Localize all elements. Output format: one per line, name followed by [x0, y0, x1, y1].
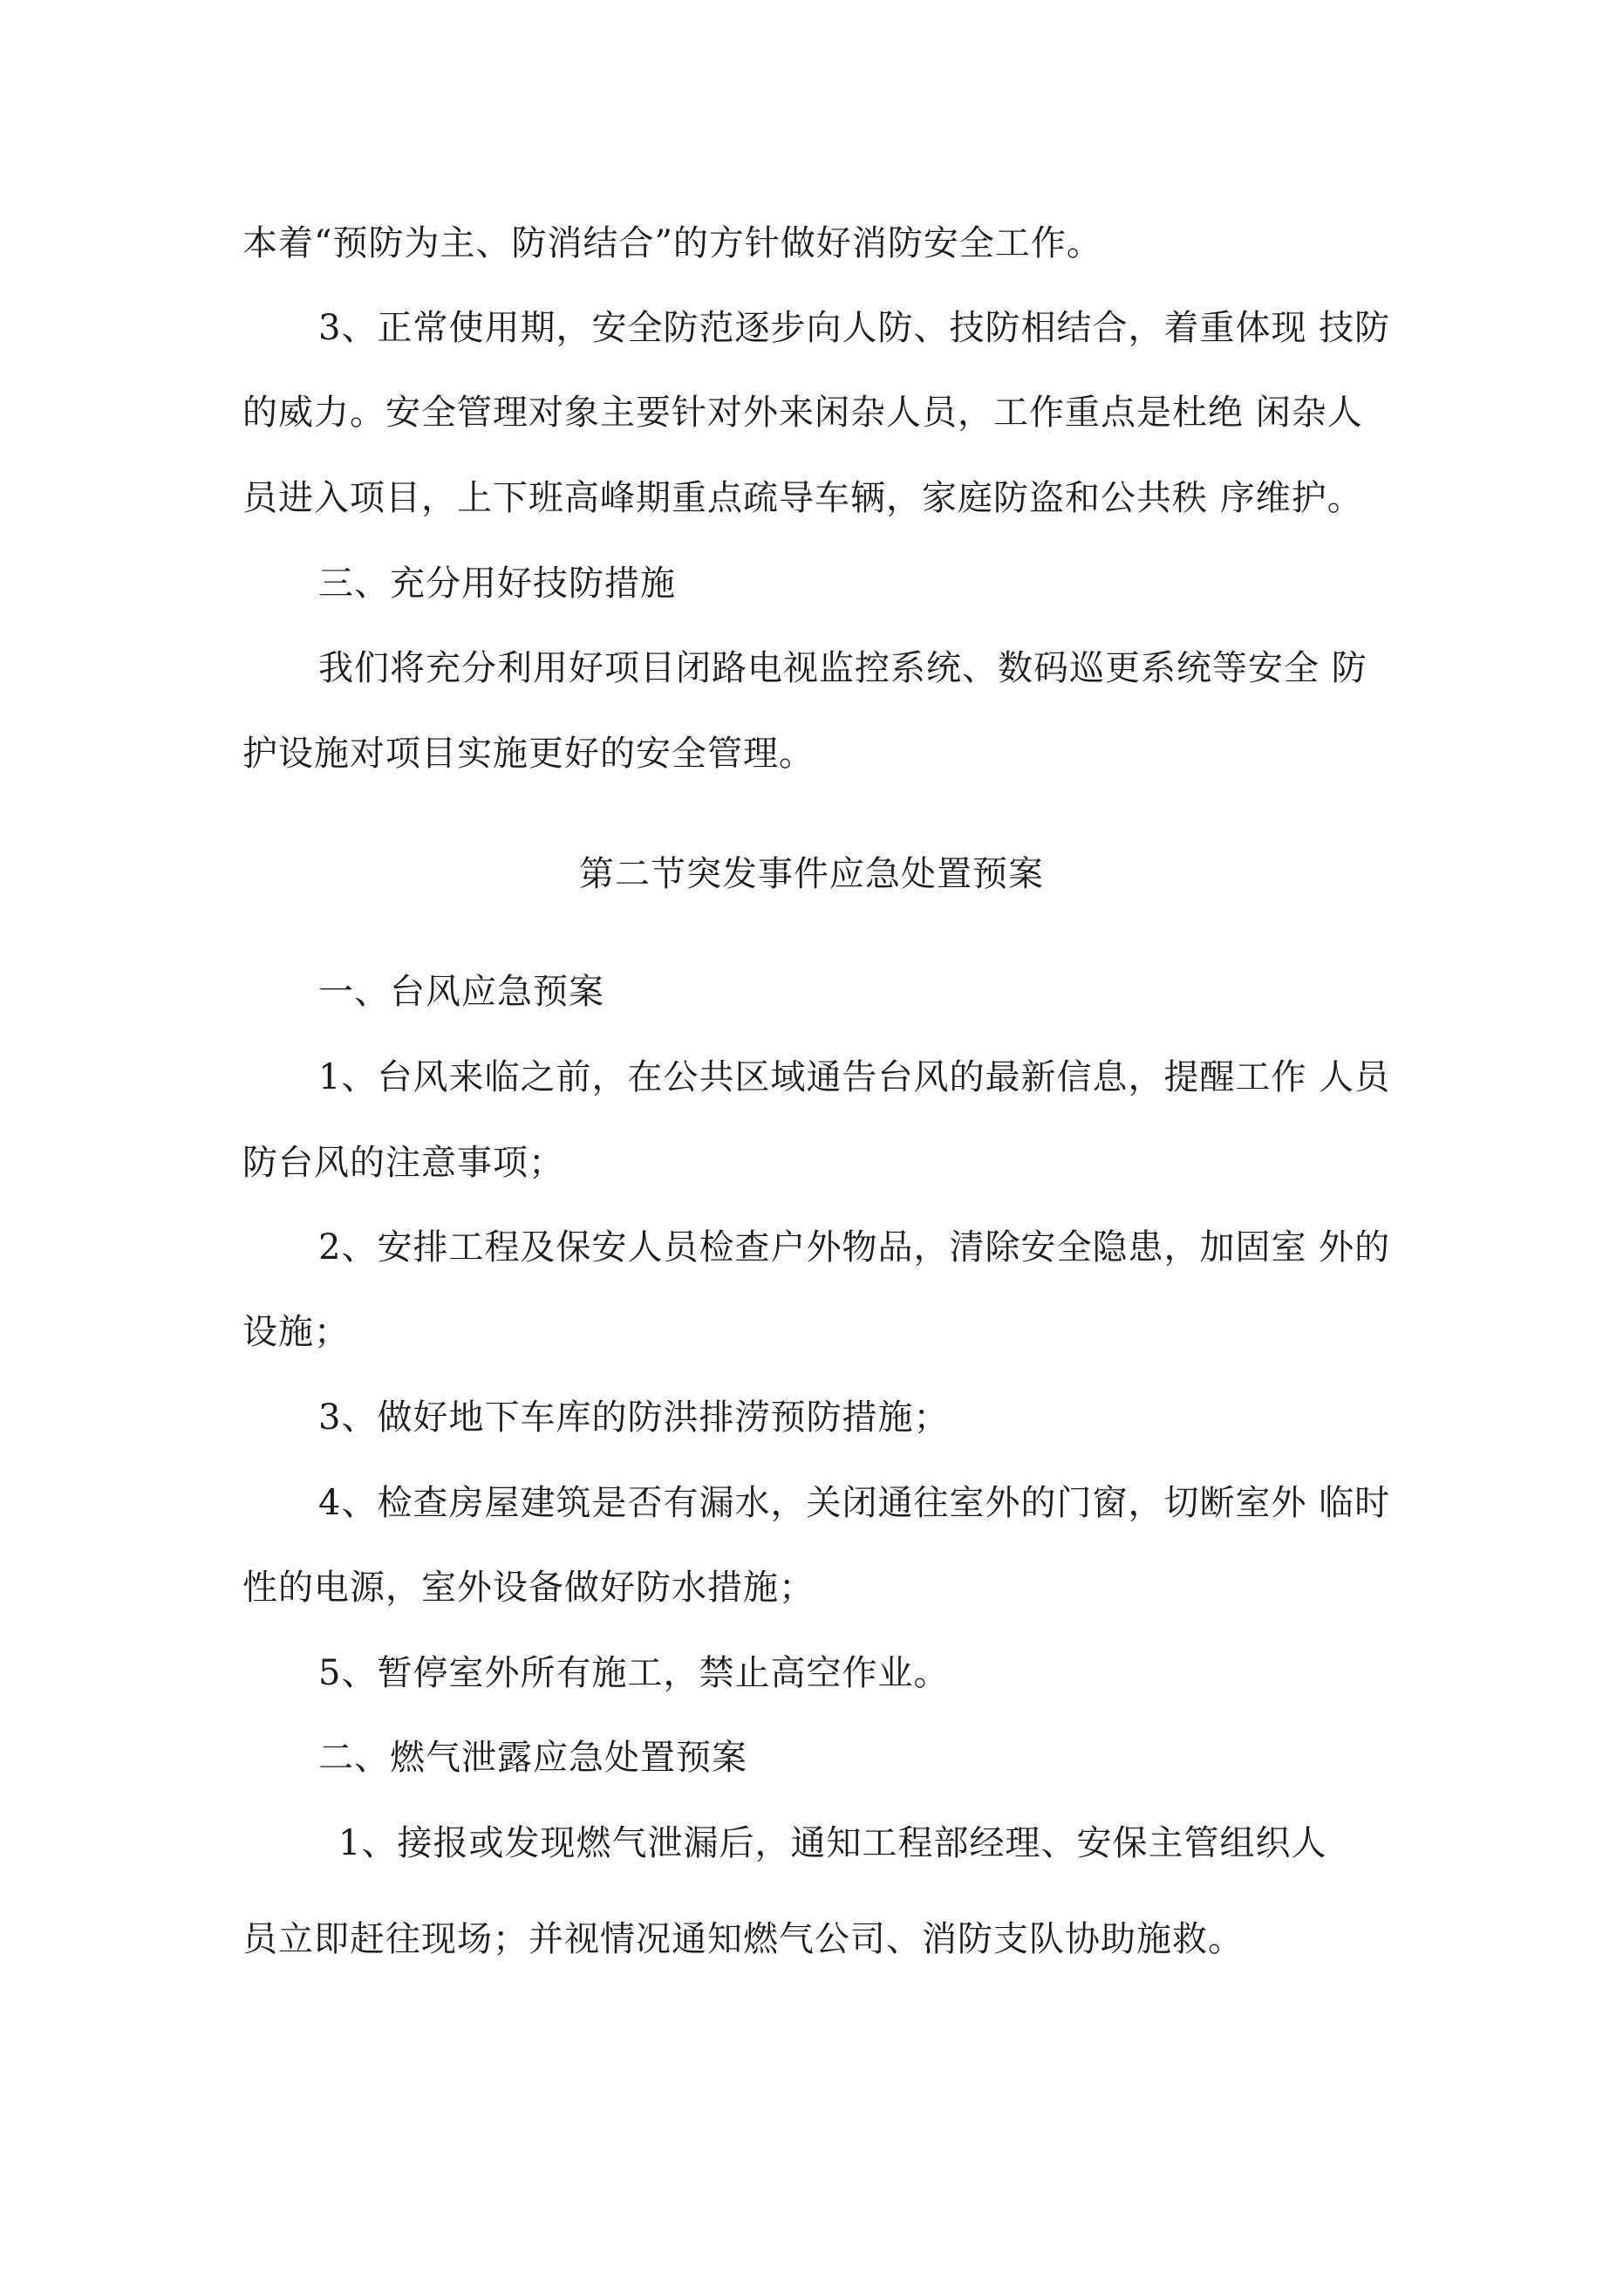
- paragraph-line: 1、接报或发现燃气泄漏后，通知工程部经理、安保主管组织人: [338, 1823, 1327, 1863]
- section-heading: 三、充分用好技防措施: [318, 564, 676, 604]
- paragraph-line: 护设施对项目实施更好的安全管理。: [242, 734, 815, 774]
- paragraph-line: 员立即赶往现场；并视情况通知燃气公司、消防支队协助施救。: [242, 1919, 1244, 1959]
- paragraph-line: 的威力。安全管理对象主要针对外来闲杂人员，工作重点是杜绝 闲杂人: [242, 393, 1363, 433]
- paragraph-line: 防台风的注意事项；: [242, 1143, 564, 1183]
- paragraph-line: 3、做好地下车库的防洪排涝预防措施；: [318, 1397, 950, 1438]
- paragraph-line: 性的电源，室外设备做好防水措施；: [242, 1568, 815, 1608]
- paragraph-line: 我们将充分利用好项目闭路电视监控系统、数码巡更系统等安全 防: [318, 648, 1367, 688]
- paragraph-line: 1、台风来临之前，在公共区域通告台风的最新信息，提醒工作 人员: [318, 1057, 1391, 1097]
- section-heading: 二、燃气泄露应急处置预案: [318, 1738, 747, 1778]
- paragraph-line: 2、安排工程及保安人员检查户外物品，清除安全隐患，加固室 外的: [318, 1227, 1391, 1268]
- paragraph-line: 3、正常使用期，安全防范逐步向人防、技防相结合，着重体现 技防: [318, 308, 1391, 348]
- paragraph-line: 员进入项目，上下班高峰期重点疏导车辆，家庭防盗和公共秩 序维护。: [242, 478, 1363, 518]
- paragraph-line: 设施；: [242, 1312, 350, 1352]
- section-heading: 一、台风应急预案: [318, 972, 604, 1012]
- chapter-title: 第二节突发事件应急处置预案: [579, 854, 1044, 894]
- paragraph-line: 本着“预防为主、防消结合”的方针做好消防安全工作。: [242, 223, 1102, 263]
- paragraph-line: 5、暂停室外所有施工，禁止高空作业。: [318, 1653, 950, 1693]
- paragraph-line: 4、检查房屋建筑是否有漏水，关闭通往室外的门窗，切断室外 临时: [318, 1483, 1391, 1523]
